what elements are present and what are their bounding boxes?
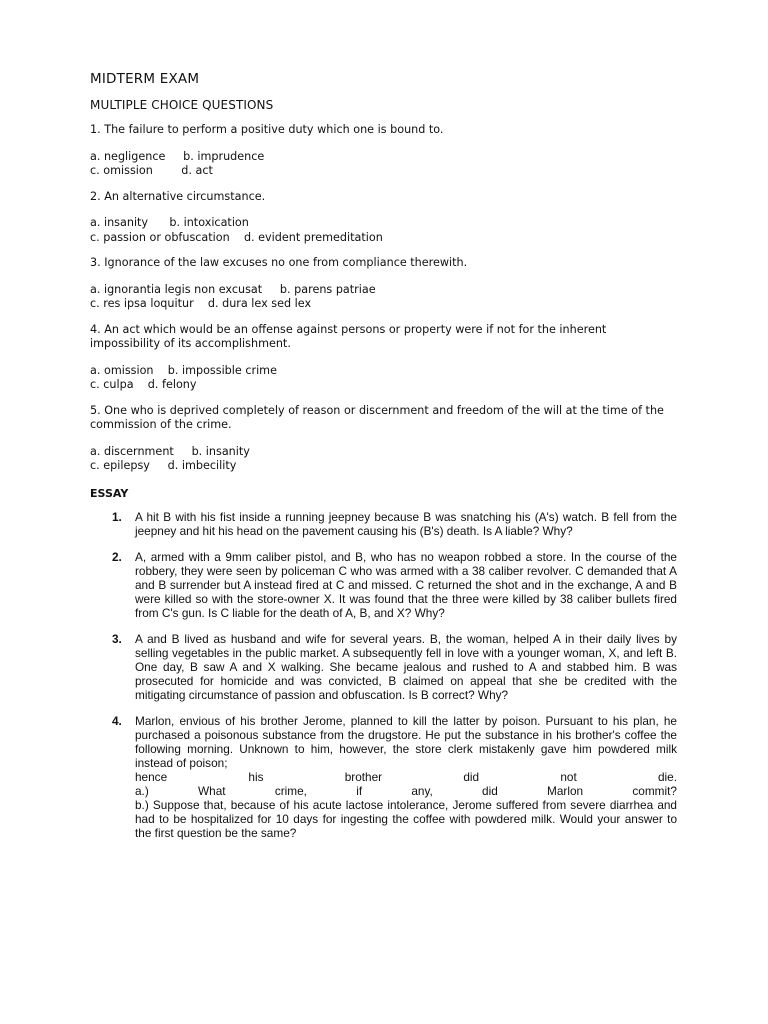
question-item (90, 190, 680, 246)
essay-number: 2. (112, 550, 122, 564)
question-item (90, 256, 680, 312)
essay-word: hence (135, 770, 168, 784)
essay-word: a.) (135, 784, 149, 798)
question-item (90, 323, 680, 393)
multiple-choice-section (90, 123, 680, 485)
essay-subquestion-a (135, 784, 677, 798)
section-heading-multiple-choice: MULTIPLE CHOICE QUESTIONS (90, 98, 274, 112)
options-line: c. passion or obfuscation d. evident premeditation (90, 230, 383, 244)
essay-item (112, 510, 677, 538)
essay-item-4-body (135, 714, 677, 840)
essay-word: brother (344, 770, 383, 784)
essay-number: 1. (112, 510, 122, 524)
question-text: 4. An act which would be an offense against persons or property were if not for the inherent impossibility of its accomplishment. (90, 322, 607, 350)
essay-word: if (356, 784, 363, 798)
question-item (90, 123, 680, 179)
essay-word: did (463, 770, 480, 784)
question-options (90, 283, 680, 312)
essay-text: Marlon, envious of his brother Jerome, planned to kill the latter by poison. Pursuant to his plan, he purchased a poisonous substance from the drugstore. He put the substance in his brother's coffee the following morning. Unknown to him, however, the store clerk mistakenly gave him powdered milk instead of poison; (135, 714, 677, 770)
essay-word: die. (657, 770, 677, 784)
options-line: c. res ipsa loquitur d. dura lex sed lex (90, 297, 312, 310)
question-item (90, 404, 680, 474)
options-line: a. ignorantia legis non excusat b. parens patriae (90, 282, 376, 296)
essay-word: commit? (632, 784, 677, 798)
options-line: a. insanity b. intoxication (90, 216, 249, 229)
question-options (90, 216, 680, 245)
essay-text: A, armed with a 9mm caliber pistol, and B, who has no weapon robbed a store. In the course of the robbery, they were seen by policeman C who was armed with a 38 caliber revolver. C demanded that A and B surrender but A instead fired at C and missed. C returned the shot and in the exchange, A and B were killed so with the store-owner X. It was found that the three were killed by 38 caliber bullets fired from C's gun. Is C liable for the death of A, B, and X? Why? (135, 550, 677, 620)
essay-section (112, 510, 677, 852)
essay-justified-line (135, 770, 677, 784)
options-line: a. negligence b. imprudence (90, 149, 265, 163)
essay-text: A and B lived as husband and wife for several years. B, the woman, helped A in their daily lives by selling vegetables in the public market. A subsequently fell in love with a younger woman, X, and left B. One day, B saw A and X walking. She became jealous and rushed to A and stabbed him. B was prosecuted for homicide and was convicted, B claimed on appeal that she be credited with the mitigating circumstance of passion and obfuscation. Is B correct? Why? (135, 632, 677, 702)
page-title: MIDTERM EXAM (90, 71, 200, 87)
options-line: c. culpa d. felony (90, 378, 197, 391)
question-options (90, 445, 680, 474)
essay-word: any, (411, 784, 433, 798)
essay-word: not (560, 770, 577, 784)
essay-word: his (248, 770, 264, 784)
question-options (90, 150, 680, 179)
essay-number: 3. (112, 632, 122, 646)
question-text: 1. The failure to perform a positive duty which one is bound to. (90, 123, 444, 136)
section-heading-essay: ESSAY (90, 487, 129, 500)
essay-subquestion-b: b.) Suppose that, because of his acute lactose intolerance, Jerome suffered from severe diarrhea and had to be hospitalized for 10 days for ingesting the coffee with powdered milk. Would your answer to the first question be the same? (135, 798, 677, 840)
essay-word: Marlon (547, 784, 584, 798)
essay-item (112, 550, 677, 620)
question-text: 2. An alternative circumstance. (90, 189, 266, 203)
essay-item (112, 714, 677, 840)
essay-word: crime, (274, 784, 307, 798)
essay-number: 4. (112, 714, 122, 728)
question-text: 5. One who is deprived completely of reason or discernment and freedom of the will at the time of the commission of the crime. (90, 403, 664, 431)
options-line: a. omission b. impossible crime (90, 363, 277, 377)
question-text: 3. Ignorance of the law excuses no one from compliance therewith. (90, 256, 468, 269)
options-line: c. epilepsy d. imbecility (90, 459, 237, 472)
essay-text: A hit B with his fist inside a running jeepney because B was snatching his (A's) watch. B fell from the jeepney and hit his head on the pavement causing his (B's) death. Is A liable? Why? (135, 510, 677, 538)
essay-item (112, 632, 677, 702)
options-line: c. omission d. act (90, 164, 213, 177)
options-line: a. discernment b. insanity (90, 444, 250, 458)
essay-word: did (482, 784, 498, 798)
question-options (90, 364, 680, 393)
essay-word: What (198, 784, 226, 798)
